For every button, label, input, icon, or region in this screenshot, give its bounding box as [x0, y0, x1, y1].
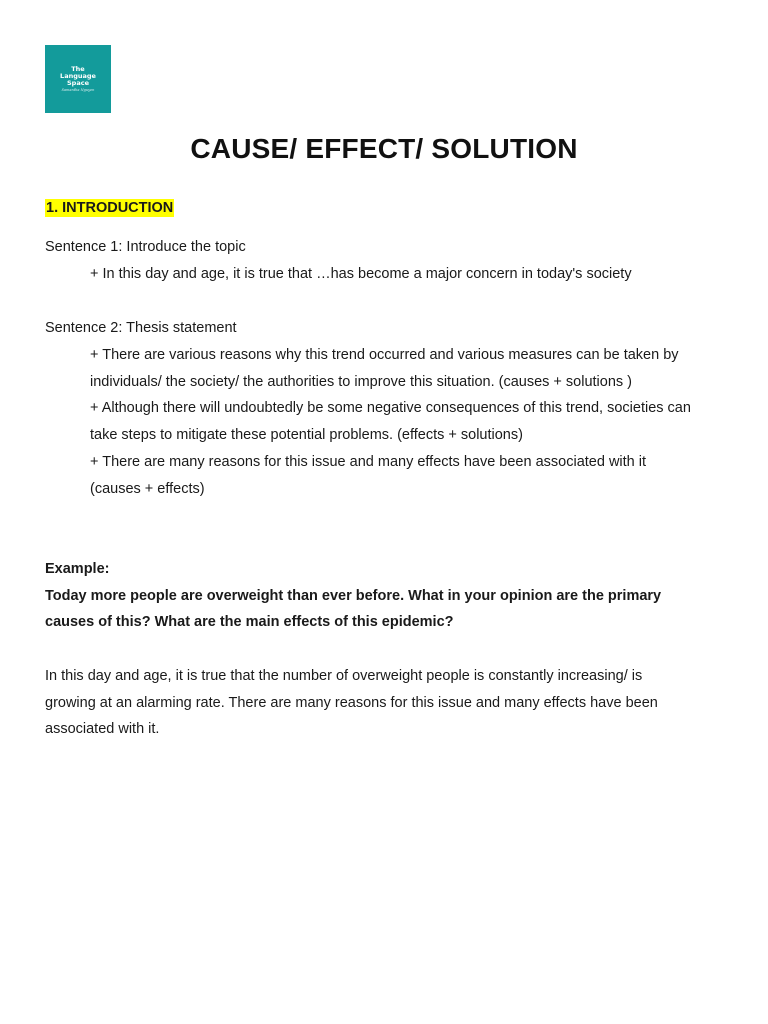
example-answer-line: associated with it. [45, 721, 160, 737]
logo-line-2: Language [60, 71, 96, 80]
example-answer-line: In this day and age, it is true that the number of overweight people is constantly increasing/ is [45, 668, 643, 684]
sentence-1-item: + In this day and age, it is true that …has become a major concern in today's society [90, 266, 632, 282]
logo-line-3: Space [67, 78, 89, 87]
thesis-line: + There are various reasons why this trend occurred and various measures can be taken by [90, 347, 679, 363]
thesis-line: individuals/ the society/ the authorities to improve this situation. (causes + solutions ) [90, 374, 633, 390]
logo [45, 45, 111, 113]
example-question-line: causes of this? What are the main effects of this epidemic? [45, 614, 454, 630]
thesis-line: (causes + effects) [90, 481, 205, 497]
sentence-1-label: Sentence 1: Introduce the topic [45, 239, 246, 255]
example-question-line: Today more people are overweight than ever before. What in your opinion are the primary [45, 588, 662, 604]
page-title: CAUSE/ EFFECT/ SOLUTION [190, 133, 578, 164]
example-answer-line: growing at an alarming rate. There are many reasons for this issue and many effects have been [45, 695, 658, 711]
logo-line-1: The [71, 64, 85, 73]
thesis-line: + There are many reasons for this issue and many effects have been associated with it [90, 454, 647, 470]
section-heading: 1. INTRODUCTION [46, 200, 174, 216]
sentence-2-label: Sentence 2: Thesis statement [45, 320, 237, 336]
thesis-line: take steps to mitigate these potential problems. (effects + solutions) [90, 427, 523, 443]
thesis-line: + Although there will undoubtedly be some negative consequences of this trend, societies can [90, 400, 691, 416]
logo-signature: Samantha Nguyen [61, 87, 95, 92]
example-label: Example: [45, 561, 110, 577]
